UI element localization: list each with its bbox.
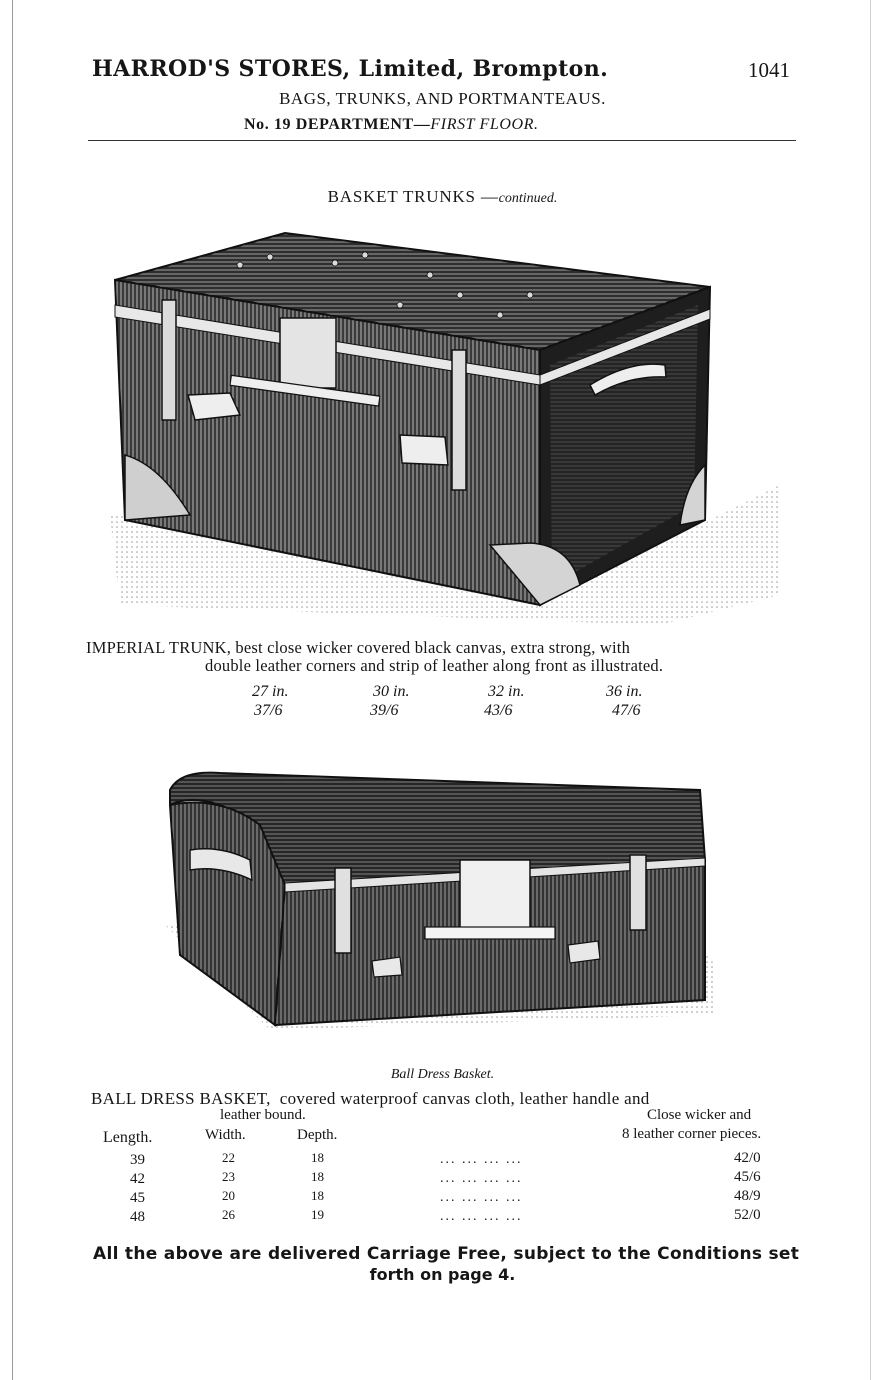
row-length: 42 — [130, 1171, 145, 1187]
imperial-trunk-description — [86, 638, 630, 658]
column-header-width: Width. — [205, 1127, 246, 1143]
ball-dress-basket-note-line2: 8 leather corner pieces. — [622, 1126, 762, 1142]
page-edge-left — [12, 0, 13, 1380]
imperial-size-4: 36 in. — [606, 683, 643, 700]
footer-line2: forth on page 4. — [369, 1265, 516, 1284]
row-price: 45/6 — [734, 1169, 761, 1185]
row-width: 23 — [222, 1169, 235, 1184]
ball-dress-basket-text: covered waterproof canvas cloth, leather handle and — [279, 1089, 650, 1108]
ball-dress-basket-note-line1: Close wicker and — [647, 1107, 752, 1123]
leader-dots: ... ... ... ... — [440, 1152, 523, 1167]
imperial-price-1: 37/6 — [254, 702, 283, 719]
ball-dress-basket-name: BALL DRESS BASKET, — [91, 1089, 271, 1108]
imperial-trunk-text-line2: double leather corners and strip of leather along front as illustrated. — [205, 656, 664, 675]
page-number: 1041 — [748, 58, 790, 82]
store-title: HARROD'S STORES, Limited, Brompton. — [92, 56, 609, 82]
row-price: 42/0 — [734, 1150, 761, 1166]
row-width: 20 — [222, 1188, 235, 1203]
row-price: 48/9 — [734, 1188, 761, 1204]
imperial-trunk-text-line1: best close wicker covered black canvas, extra strong, with — [235, 638, 631, 657]
imperial-price-2: 39/6 — [370, 702, 399, 719]
leader-dots: ... ... ... ... — [440, 1190, 523, 1205]
row-length: 48 — [130, 1209, 145, 1225]
imperial-size-2: 30 in. — [373, 683, 410, 700]
imperial-size-3: 32 in. — [488, 683, 525, 700]
header-rule — [88, 140, 796, 141]
leader-dots: ... ... ... ... — [440, 1209, 523, 1224]
floor-label: FIRST FLOOR. — [430, 116, 539, 133]
row-width: 26 — [222, 1207, 235, 1222]
footer-line1: All the above are delivered Carriage Free, subject to the Conditions set — [93, 1244, 800, 1264]
imperial-trunk-illustration — [100, 225, 790, 630]
ball-dress-basket-illustration — [160, 765, 720, 1055]
section-heading: BASKET TRUNKS —continued. — [327, 187, 558, 206]
catalog-subtitle: BAGS, TRUNKS, AND PORTMANTEAUS. — [279, 89, 606, 108]
row-depth: 19 — [311, 1207, 324, 1222]
ball-dress-basket-description — [91, 1089, 650, 1109]
imperial-price-3: 43/6 — [484, 702, 513, 719]
imperial-trunk-name: IMPERIAL TRUNK, — [86, 638, 232, 657]
leader-dots: ... ... ... ... — [440, 1171, 523, 1186]
column-header-depth: Depth. — [297, 1127, 338, 1143]
imperial-size-1: 27 in. — [252, 683, 289, 700]
ball-dress-basket-caption: Ball Dress Basket. — [390, 1067, 495, 1082]
section-continued: continued. — [498, 191, 558, 206]
row-depth: 18 — [311, 1169, 324, 1184]
row-length: 45 — [130, 1190, 145, 1206]
section-title: BASKET TRUNKS — [327, 187, 476, 206]
page-edge-right — [870, 0, 871, 1380]
row-width: 22 — [222, 1150, 235, 1165]
row-length: 39 — [130, 1152, 145, 1168]
row-price: 52/0 — [734, 1207, 761, 1223]
row-depth: 18 — [311, 1188, 324, 1203]
column-header-length: Length. — [103, 1129, 153, 1146]
imperial-price-4: 47/6 — [612, 702, 641, 719]
row-depth: 18 — [311, 1150, 324, 1165]
department-line: No. 19 DEPARTMENT—FIRST FLOOR. — [244, 116, 539, 133]
department-label: No. 19 DEPARTMENT — [244, 116, 414, 133]
ball-dress-basket-text-line2: leather bound. — [220, 1107, 306, 1123]
